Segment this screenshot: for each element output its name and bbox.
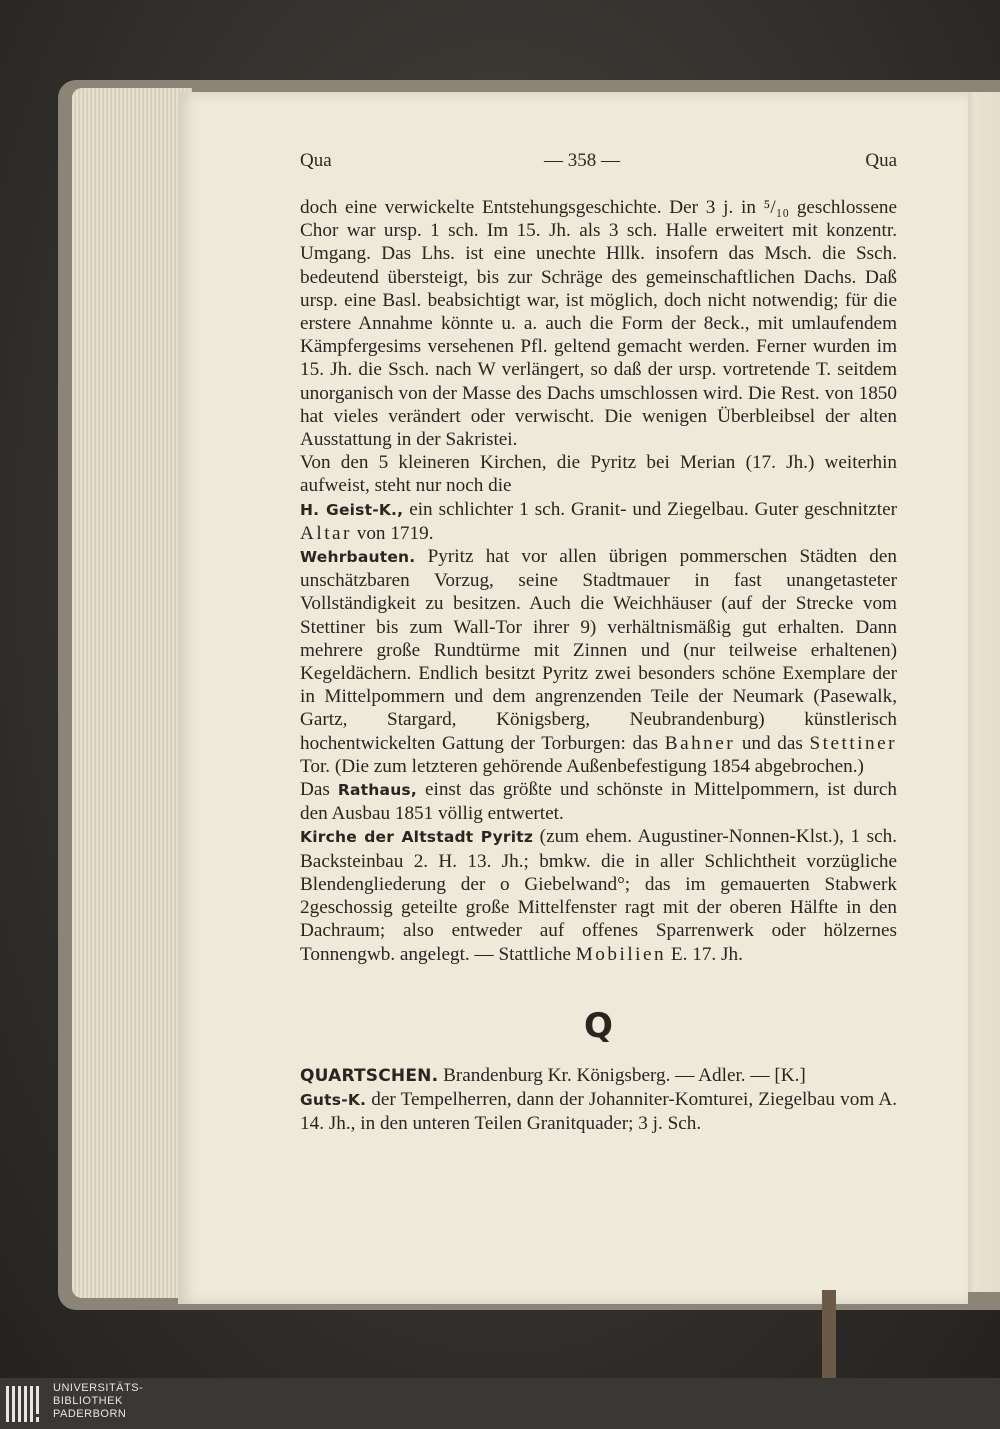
entry-label: QUARTSCHEN. — [300, 1065, 439, 1086]
entry-text: ein schlichter 1 sch. Granit- und Ziegelbau. Guter geschnitzter — [403, 498, 898, 520]
kirche-entry — [300, 825, 897, 965]
entry-text: und das — [735, 732, 810, 754]
rathaus-entry — [300, 778, 897, 825]
paragraph: Von den 5 kleineren Kirchen, die Pyritz bei Merian (17. Jh.) weiterhin aufweist, steht nur noch die — [300, 452, 897, 497]
guts-entry — [300, 1088, 897, 1135]
running-header — [300, 150, 897, 180]
entry-text: Das — [300, 779, 338, 801]
spaced-term: Stettiner — [809, 732, 898, 754]
header-left: Qua — [300, 150, 332, 171]
entry-text: E. 17. Jh. — [666, 943, 743, 965]
entry-label: Rathaus, — [337, 781, 417, 800]
entry-text: einst das größte und schönste in Mittelpommern, ist durch den Ausbau 1851 völlig entwertet. — [300, 779, 898, 825]
paragraph: doch eine verwickelte Entstehungsgeschichte. Der 3 j. in ⁵/₁₀ geschlossene Chor war ursp. 1 sch. Im 15. Jh. als 3 sch. Halle erweitert mit konzentr. Umgang. Das Lhs. ist eine unechte Hllk. insofern das Msch. die Ssch. bedeutend übersteigt, bis zur Schräge des gemeinschaftlichen Dachs. Daß ursp. eine Basl. beabsichtigt war, ist möglich, doch nicht notwendig; für die erstere Annahme könnte u. a. auch die Form der 8eck., mit umlaufendem Kämpfergesims versehenen Pfl. geltend gemacht werden. Ferner wurden im 15. Jh. die Ssch. nach W verlängert, so daß der ursp. vortretende T. seitdem unorganisch von der Masse des Dachs umschlossen wird. Die Rest. von 1850 hat vieles verändert oder verwischt. Die wenigen Überbleibsel der alten Ausstattung in der Sakristei. — [300, 197, 897, 451]
library-name — [53, 1382, 143, 1421]
body-text — [300, 196, 897, 1135]
entry-label: H. Geist-K., — [300, 500, 404, 519]
quartschen-entry — [300, 1064, 897, 1088]
entry-label: Kirche der Altstadt Pyritz — [300, 828, 534, 847]
entry-text: Pyritz hat vor allen übrigen pommerschen Städten den unschätzbaren Vorzug, seine Stadtmauer in fast unangetasteter Vollständigkeit zu besitzen. Auch die Weichhäuser (auf der Strecke vom Stettiner bis zum Wall-Tor ihrer 9) verhältnismäßig gut erhalten. Dann mehrere große Rundtürme mit Zinnen und (nur teilweise erhaltenen) Kegeldächern. Endlich besitzt Pyritz zwei besonders schöne Exemplare der in Mittelpommern und dem angrenzenden Teile der Neumark (Pasewalk, Gartz, Stargard, Königsberg, Neubrandenburg) künstlerisch hochentwickelten Gattung der Torburgen: das — [300, 546, 897, 754]
library-logo-icon — [4, 1382, 48, 1426]
entry-text: von 1719. — [351, 522, 434, 544]
entry-label: Wehrbauten. — [300, 548, 416, 567]
spaced-term: Altar — [300, 522, 352, 544]
entry-text: (zum ehem. Augustiner-Nonnen-Klst.), 1 sch. Backsteinbau 2. H. 13. Jh.; bmkw. die in aller Schlichtheit vorzügliche Blendengliederung der o Giebelwand°; das im gemauerten Stabwerk 2geschossig geteilte große Mittelfenster ragt mit der oberen Hälfte in den Dachraum; also entweder auf offenes Sparrenwerk oder hölzernes Tonnengwb. angelegt. — Stattliche — [300, 826, 897, 965]
spaced-term: Bahner — [664, 732, 736, 754]
entry-text: Tor. (Die zum letzteren gehörende Außenbefestigung 1854 abgebrochen.) — [300, 755, 864, 777]
entry-text: der Tempelherren, dann der Johanniter-Komturei, Ziegelbau vom A. 14. Jh., in den unteren Teilen Granitquader; 3 j. Sch. — [300, 1088, 897, 1135]
section-letter: Q — [584, 1005, 613, 1046]
geist-entry — [300, 498, 897, 545]
spaced-term: Mobilien — [575, 943, 667, 965]
library-line: UNIVERSITÄTS- — [53, 1382, 144, 1394]
library-line: PADERBORN — [53, 1408, 127, 1420]
library-footer — [0, 1378, 1000, 1429]
entry-label: Guts-K. — [300, 1090, 367, 1109]
wehr-entry — [300, 545, 897, 778]
header-right: Qua — [865, 150, 897, 171]
library-line: BIBLIOTHEK — [53, 1395, 123, 1407]
bookmark-ribbon — [822, 1290, 836, 1378]
page-edges — [72, 88, 192, 1298]
page-number: — 358 — — [544, 150, 620, 171]
entry-text: Brandenburg Kr. Königsberg. — Adler. — [K.] — [438, 1064, 806, 1086]
